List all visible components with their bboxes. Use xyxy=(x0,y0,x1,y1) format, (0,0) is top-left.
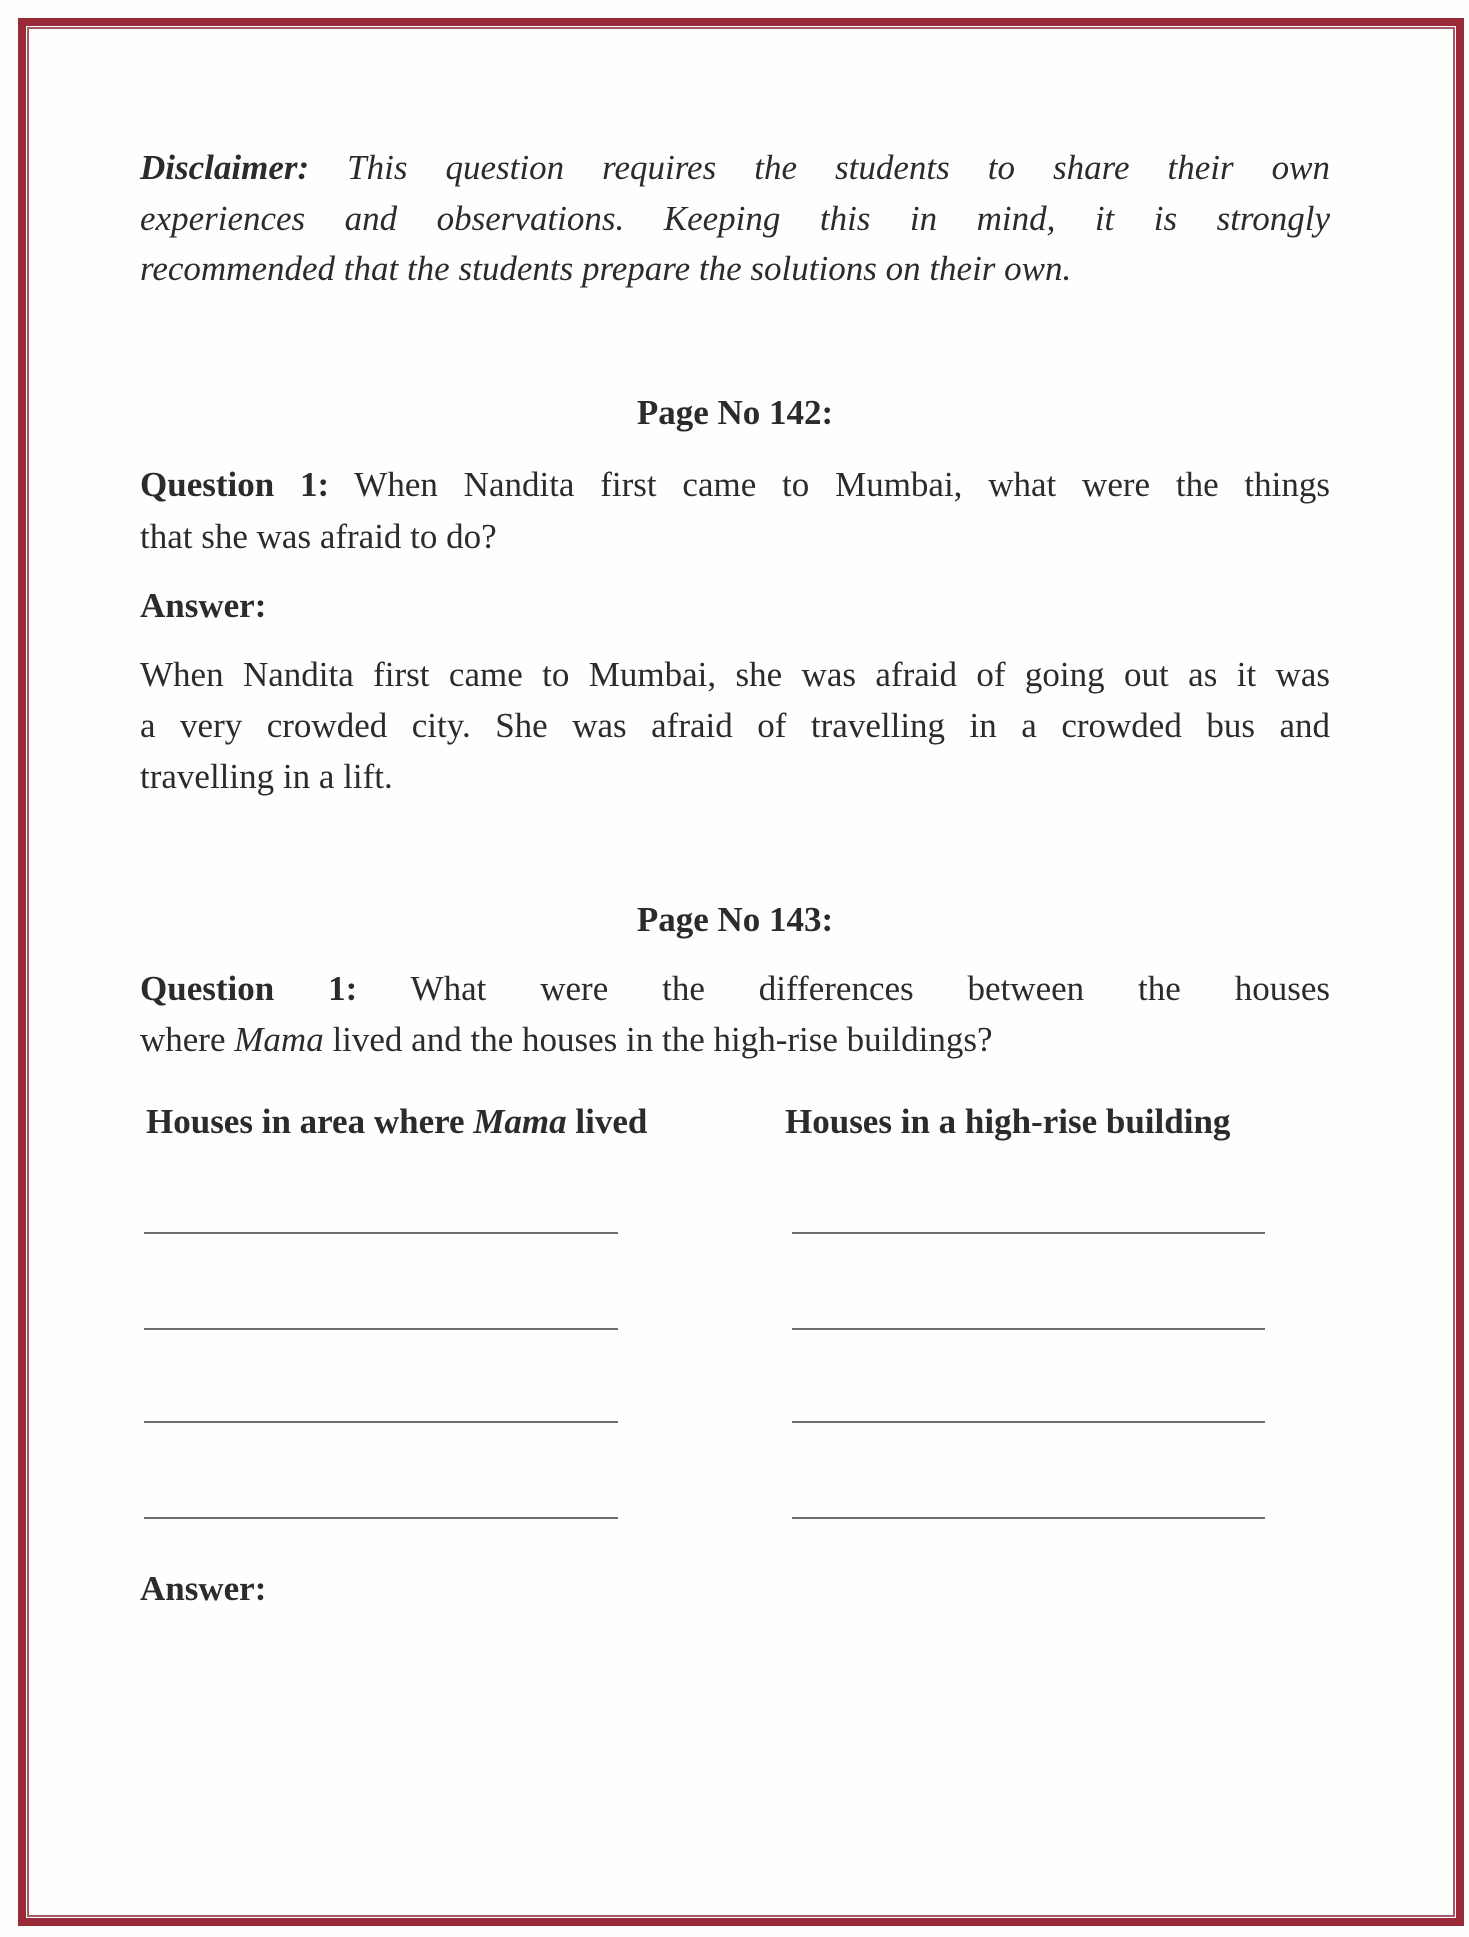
disclaimer-text: This question requires the students to share their own xyxy=(309,148,1330,187)
disclaimer-label: Disclaimer: xyxy=(140,148,310,187)
blank-line-left-2[interactable] xyxy=(144,1328,618,1330)
blank-line-left-4[interactable] xyxy=(144,1517,618,1519)
column-header-high-rise-houses: Houses in a high-rise building xyxy=(785,1102,1231,1141)
blank-line-right-4[interactable] xyxy=(792,1517,1265,1519)
header-text: lived xyxy=(566,1102,648,1141)
question-emphasis: Mama xyxy=(234,1020,324,1059)
question-143-line-2 xyxy=(140,1014,1330,1065)
question-142-line-2: that she was afraid to do? xyxy=(140,517,497,556)
question-text: where xyxy=(140,1020,235,1059)
blank-line-left-3[interactable] xyxy=(144,1421,618,1423)
disclaimer-line-2: experiences and observations. Keeping this in mind, it is strongly xyxy=(140,199,1330,238)
question-text: lived and the houses in the high-rise buildings? xyxy=(323,1020,993,1059)
blank-line-left-1[interactable] xyxy=(144,1232,618,1234)
question-text: When Nandita first came to Mumbai, what were the things xyxy=(329,465,1330,504)
question-label: Question 1: xyxy=(140,969,358,1008)
answer-142-line-3: travelling in a lift. xyxy=(140,757,393,796)
answer-label-143: Answer: xyxy=(140,1569,267,1608)
answer-label-142: Answer: xyxy=(140,586,267,625)
question-text: What were the differences between the houses xyxy=(357,969,1330,1008)
header-emphasis: Mama xyxy=(473,1102,567,1141)
question-142-line-1 xyxy=(140,459,1330,510)
blank-line-right-3[interactable] xyxy=(792,1421,1265,1423)
blank-line-right-1[interactable] xyxy=(792,1232,1265,1234)
column-header-mama-houses xyxy=(146,1096,647,1147)
header-text: Houses in area where xyxy=(146,1102,474,1141)
section-heading-143: Page No 143: xyxy=(636,900,834,939)
disclaimer-line-3: recommended that the students prepare the solutions on their own. xyxy=(140,249,1072,288)
section-heading-142: Page No 142: xyxy=(636,393,834,432)
answer-142-line-2: a very crowded city. She was afraid of travelling in a crowded bus and xyxy=(140,706,1330,745)
question-143-line-1 xyxy=(140,963,1330,1014)
question-label: Question 1: xyxy=(140,465,330,504)
answer-142-line-1: When Nandita first came to Mumbai, she was afraid of going out as it was xyxy=(140,655,1330,694)
blank-line-right-2[interactable] xyxy=(792,1328,1265,1330)
disclaimer-line-1 xyxy=(140,142,1330,193)
